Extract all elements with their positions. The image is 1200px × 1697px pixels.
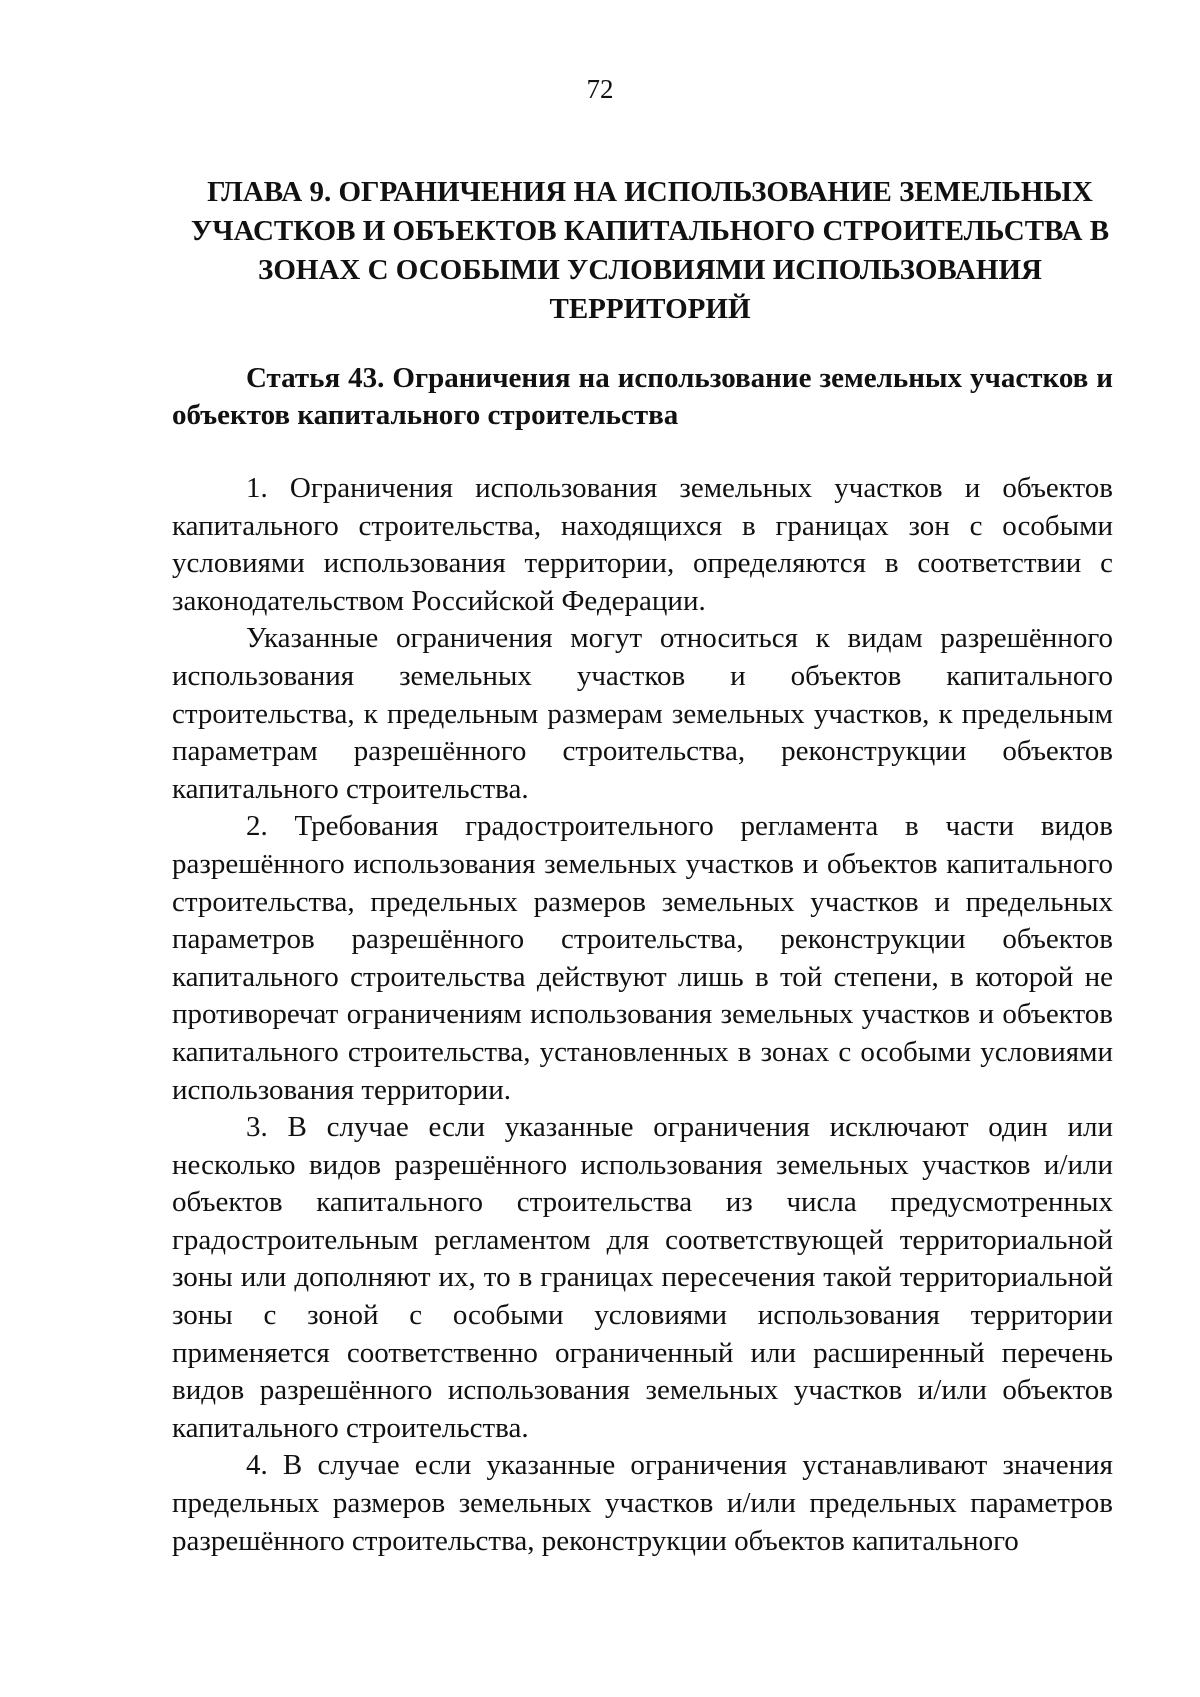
paragraph-4: 4. В случае если указанные ограничения устанавливают значения предельных размеров земельных участков и/или предельных параметров разрешённого строительства, реконструкции объектов капитального <box>172 1449 1113 1557</box>
paragraph-3: 3. В случае если указанные ограничения исключают один или несколько видов разрешённого использования земельных участков и/или объектов капитального строительства из числа предусмотренных градостроительным регламентом для соответствующей территориальной зоны или дополняют их, то в границах пересечения такой территориальной зоны с зоной с особыми условиями использования территории применяется соответственно ограниченный или расширенный перечень видов разрешённого использования земельных участков и/или объектов капитального строительства. <box>172 1111 1113 1444</box>
page-number: 72 <box>586 74 614 104</box>
chapter-title: ГЛАВА 9. ОГРАНИЧЕНИЯ НА ИСПОЛЬЗОВАНИЕ ЗЕМЕЛЬНЫХ УЧАСТКОВ И ОБЪЕКТОВ КАПИТАЛЬНОГО СТРОИТЕЛЬСТВА В ЗОНАХ С ОСОБЫМИ УСЛОВИЯМИ ИСПОЛЬЗОВАНИЯ ТЕРРИТОРИЙ <box>190 176 1110 325</box>
article-body <box>172 470 1113 1560</box>
article-title: Статья 43. Ограничения на использование земельных участков и объектов капитального строительства <box>172 362 1113 431</box>
paragraph-1-continued: Указанные ограничения могут относиться к видам разрешённого использования земельных участков и объектов капитального строительства, к предельным размерам земельных участков, к предельным параметрам разрешённого строительства, реконструкции объектов капитального строительства. <box>172 622 1113 805</box>
paragraph-2: 2. Требования градостроительного регламента в части видов разрешённого использования земельных участков и объектов капитального строительства, предельных размеров земельных участков и предельных параметров разрешённого строительства, реконструкции объектов капитального строительства действуют лишь в той степени, в которой не противоречат ограничениям использования земельных участков и объектов капитального строительства, установленных в зонах с особыми условиями использования территории. <box>172 810 1113 1106</box>
paragraph-1: 1. Ограничения использования земельных участков и объектов капитального строительства, находящихся в границах зон с особыми условиями использования территории, определяются в соответствии с законодательством Российской Федерации. <box>172 472 1113 617</box>
